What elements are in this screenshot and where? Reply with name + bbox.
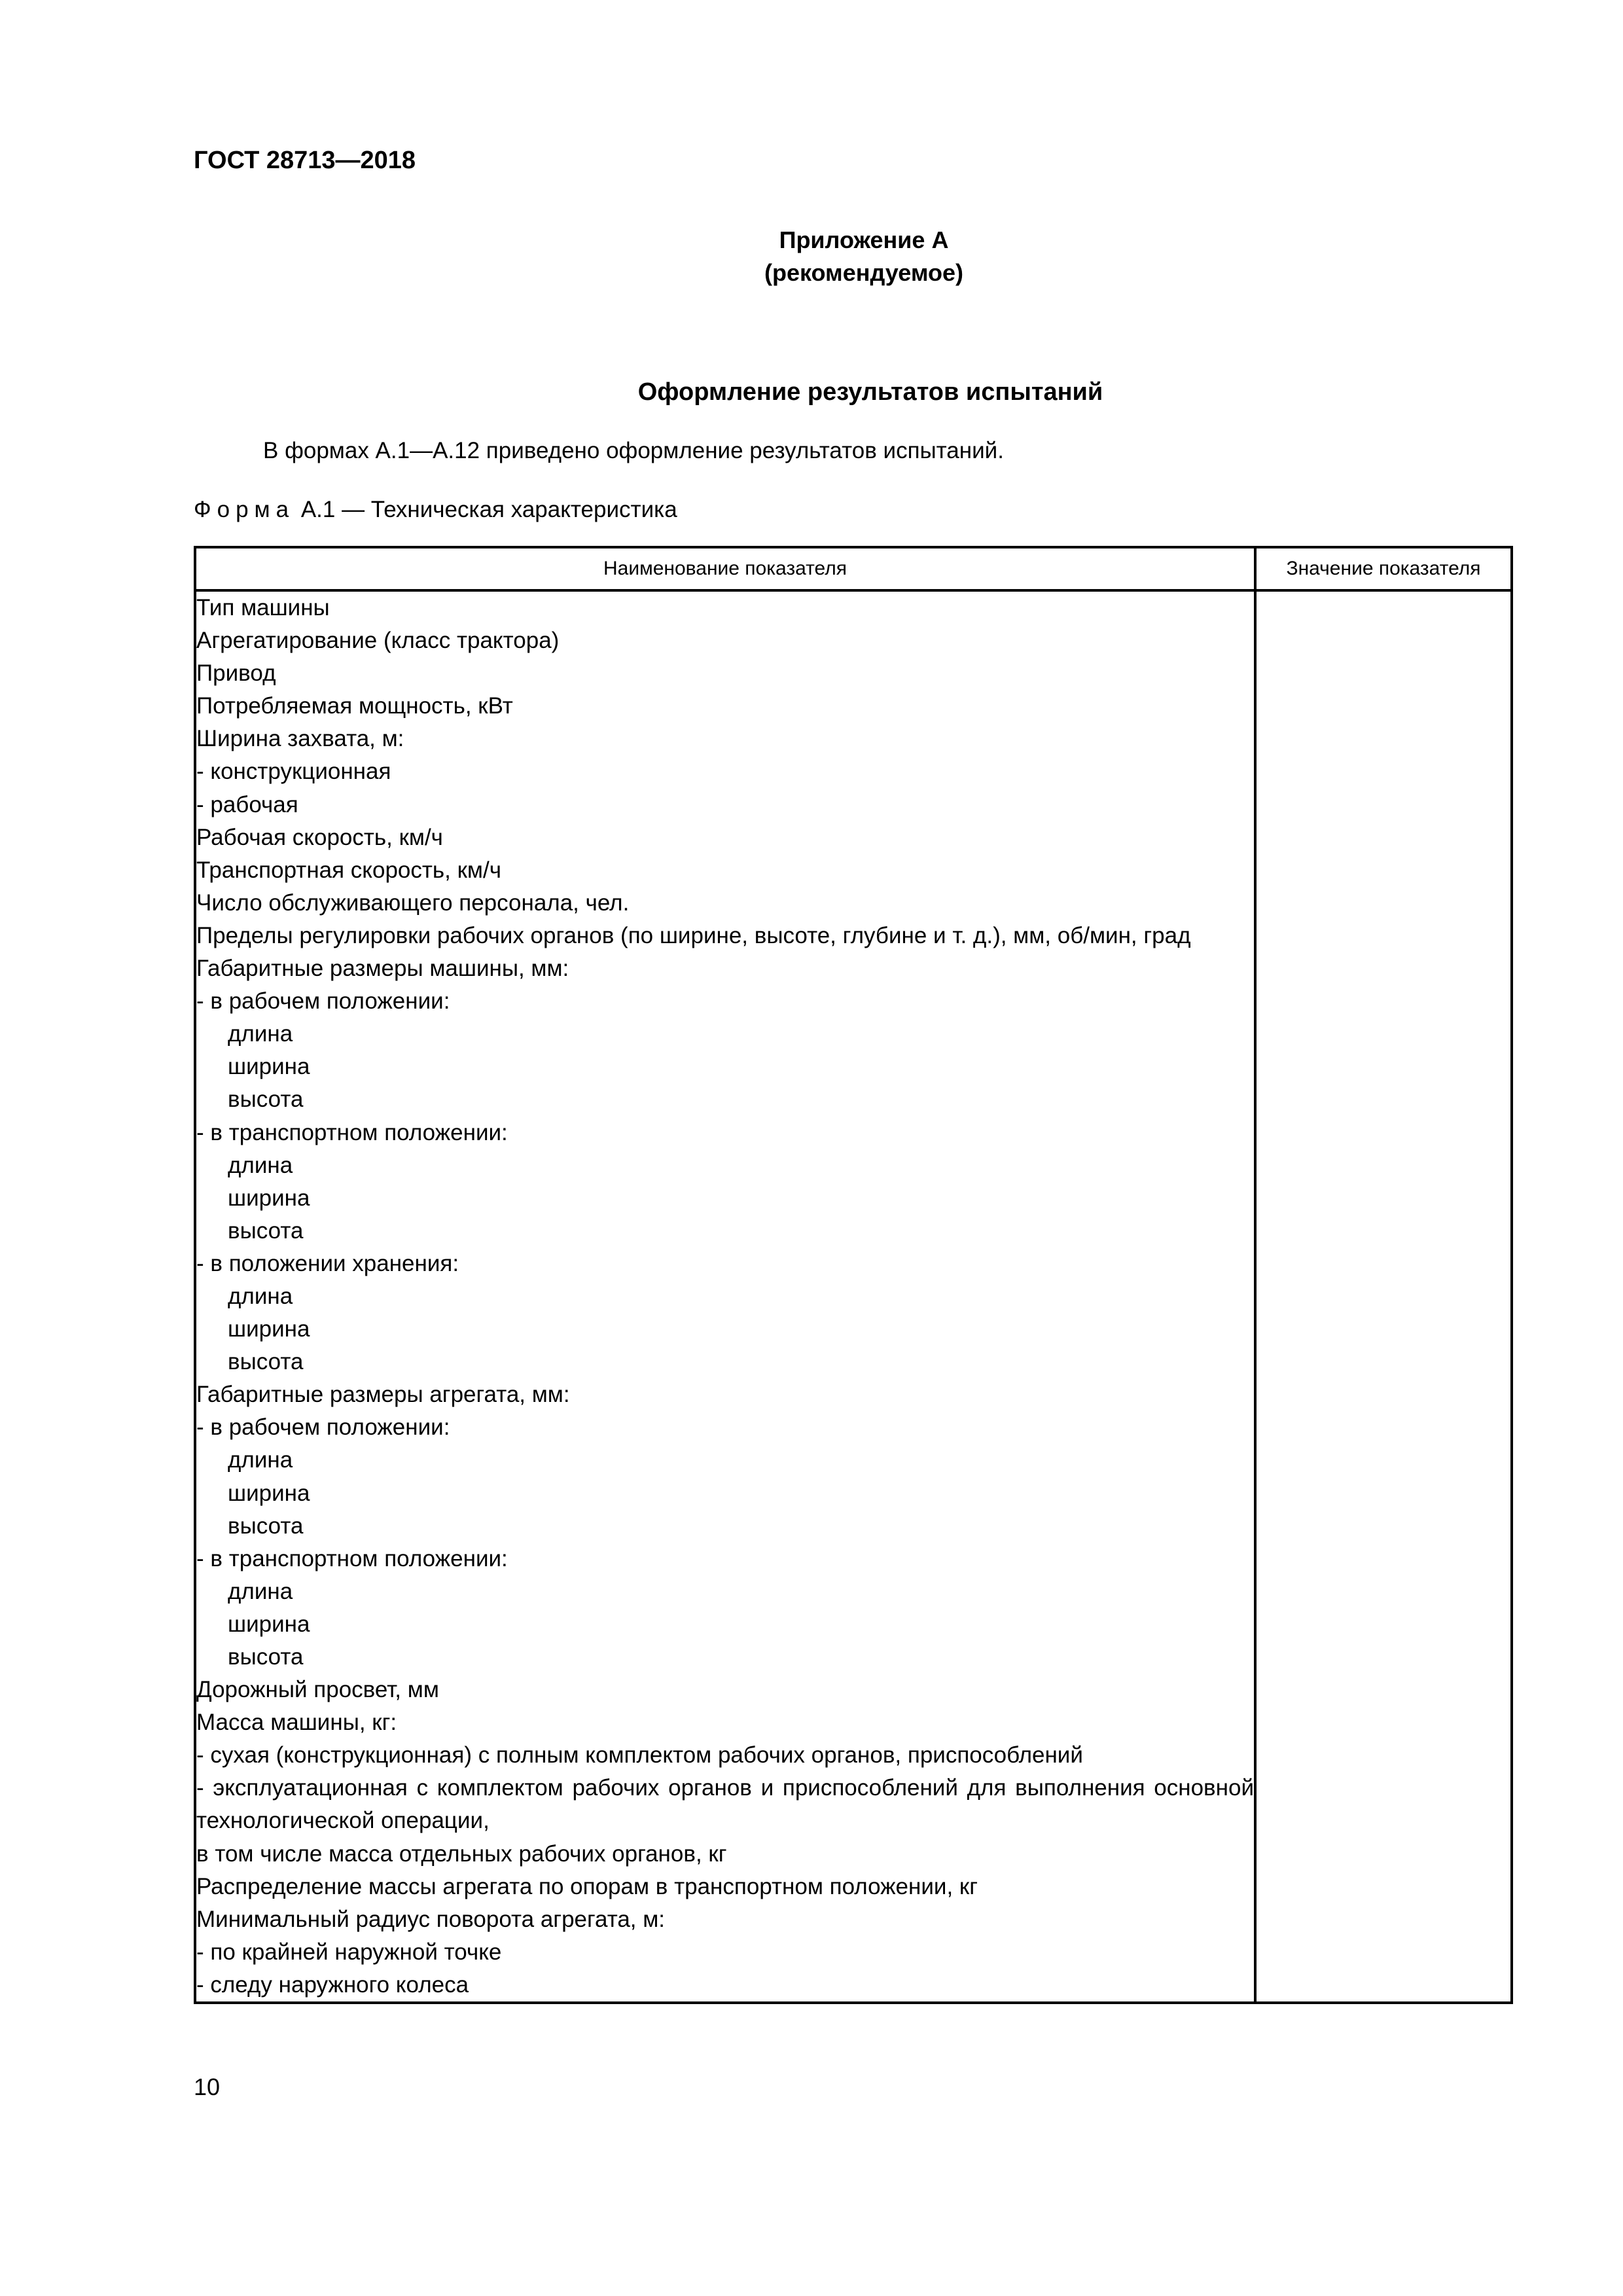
table-item: длина xyxy=(228,1283,293,1309)
table-item: ширина xyxy=(228,1316,310,1342)
table-item: длина xyxy=(228,1447,293,1473)
spec-table xyxy=(194,546,1513,2004)
table-body-row xyxy=(195,590,1512,2003)
table-item: Дорожный просвет, мм xyxy=(196,1677,439,1703)
table-item: Рабочая скорость, км/ч xyxy=(196,824,443,850)
table-item: Привод xyxy=(196,660,276,687)
form-caption xyxy=(194,493,677,526)
table-item: Распределение массы агрегата по опорам в транспортном положении, кг xyxy=(196,1873,978,1899)
table-item: длина xyxy=(228,1021,293,1047)
table-item: Габаритные размеры машины, мм: xyxy=(196,956,569,982)
table-item: высота xyxy=(228,1217,304,1244)
parameter-names-cell xyxy=(195,590,1255,2003)
page-number: 10 xyxy=(194,2073,221,2100)
table-item: - рабочая xyxy=(196,791,298,817)
table-item: ширина xyxy=(228,1480,310,1506)
table-item: - в рабочем положении: xyxy=(196,1414,450,1441)
table-item: Потребляемая мощность, кВт xyxy=(196,693,513,719)
table-item: - в транспортном положении: xyxy=(196,1119,508,1145)
table-item: - в транспортном положении: xyxy=(196,1545,508,1571)
table-item: Габаритные размеры агрегата, мм: xyxy=(196,1382,570,1408)
table-item: высота xyxy=(228,1513,304,1539)
table-item: - сухая (конструкционная) с полным комплектом рабочих органов, приспособлений xyxy=(196,1742,1083,1768)
table-item: Агрегатирование (класс трактора) xyxy=(196,628,560,654)
parameter-values-cell xyxy=(1255,590,1512,2003)
table-item: высота xyxy=(228,1644,304,1670)
table-item: Масса машины, кг: xyxy=(196,1710,397,1736)
table-header-row xyxy=(195,547,1512,590)
form-title: А.1 — Техническая характеристика xyxy=(300,497,677,522)
table-item: Число обслуживающего персонала, чел. xyxy=(196,889,630,916)
section-title: Оформление результатов испытаний xyxy=(637,378,1103,406)
table-item: высота xyxy=(228,1086,304,1113)
intro-paragraph: В формах А.1—А.12 приведено оформление результатов испытаний. xyxy=(263,438,1004,463)
table-item: в том числе масса отдельных рабочих органов, кг xyxy=(196,1840,727,1867)
table-item: ширина xyxy=(228,1054,310,1080)
table-item: длина xyxy=(228,1578,293,1604)
table-item: - конструкционная xyxy=(196,759,391,785)
column-header-value: Значение показателя xyxy=(1255,547,1512,590)
form-label: Форма xyxy=(194,497,295,522)
table-item: - эксплуатационная с комплектом рабочих органов и приспособлений для выполнения основной технологической операции, xyxy=(196,1775,1254,1834)
column-header-name: Наименование показателя xyxy=(195,547,1255,590)
table-item: ширина xyxy=(228,1185,310,1211)
table-item: высота xyxy=(228,1349,304,1375)
table-item: - в рабочем положении: xyxy=(196,988,450,1014)
table-item: - по крайней наружной точке xyxy=(196,1939,502,1965)
table-item: - в положении хранения: xyxy=(196,1250,459,1276)
table-item: Минимальный радиус поворота агрегата, м: xyxy=(196,1906,666,1932)
table-item: Тип машины xyxy=(196,595,330,620)
table-item: длина xyxy=(228,1152,293,1178)
appendix-subtitle: (рекомендуемое) xyxy=(764,259,963,286)
table-item: Пределы регулировки рабочих органов (по ширине, высоте, глубине и т. д.), мм, об/мин, град xyxy=(196,922,1191,948)
table-item: - следу наружного колеса xyxy=(196,1971,469,1998)
document-code: ГОСТ 28713—2018 xyxy=(194,147,416,174)
table-item: Ширина захвата, м: xyxy=(196,726,404,752)
table-item: ширина xyxy=(228,1611,310,1637)
table-item: Транспортная скорость, км/ч xyxy=(196,857,501,883)
appendix-title: Приложение А xyxy=(779,226,949,253)
